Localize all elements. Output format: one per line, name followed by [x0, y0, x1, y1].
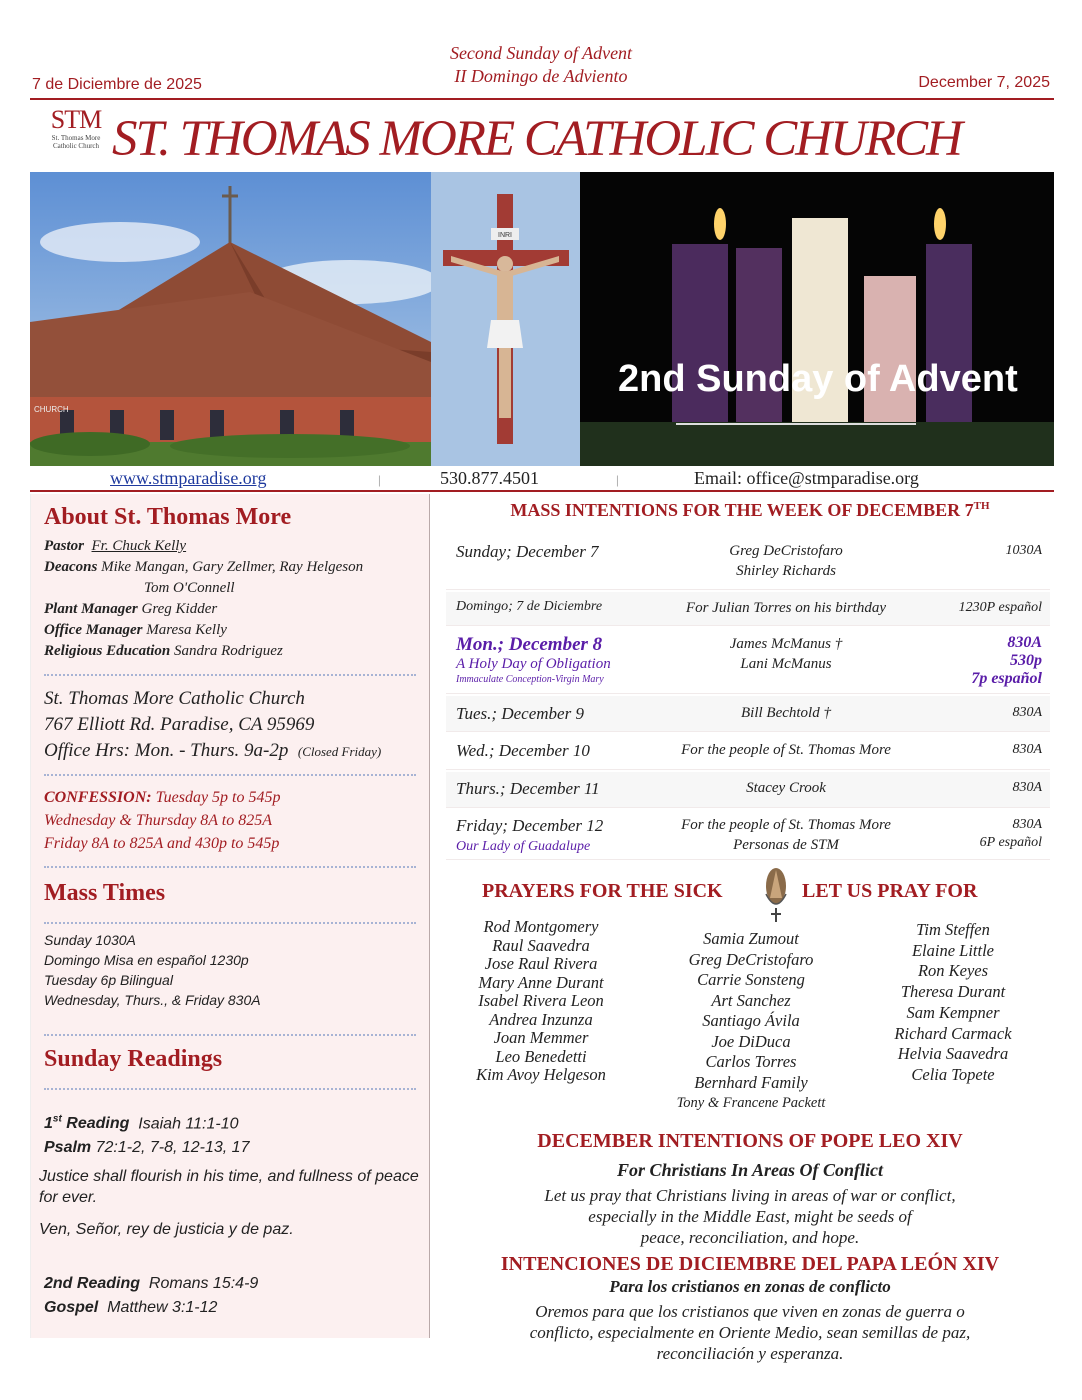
church-address	[44, 686, 424, 765]
psalm-response-en: Justice shall flourish in his time, and fullness of peace for ever.	[39, 1168, 419, 1206]
intention-names: Bill Bechtold †	[741, 705, 831, 721]
intention-row	[446, 696, 1050, 732]
prayer-name: Jose Raul Rivera	[484, 954, 598, 973]
office-hours-note: (Closed Friday)	[297, 744, 382, 759]
staff-list	[44, 536, 424, 662]
building-sign-text: CHURCH	[34, 405, 69, 414]
mass-time-item: Wednesday, Thurs., & Friday 830A	[44, 992, 261, 1008]
prayer-name: Tony & Francene Packett	[676, 1095, 826, 1111]
church-building-photo	[30, 172, 431, 466]
prayer-list-column-2	[646, 929, 856, 1114]
divider	[44, 922, 416, 924]
intention-day: Thurs.; December 11	[456, 779, 600, 798]
intention-names: James McManus † Lani McManus	[729, 636, 843, 672]
intention-time: 1230P español	[958, 600, 1042, 615]
intention-times: 830A 530p 7p español	[971, 634, 1042, 687]
intention-row	[446, 772, 1050, 808]
prayer-name: Rod Montgomery	[483, 917, 599, 936]
mass-time-item: Tuesday 6p Bilingual	[44, 972, 173, 988]
office-label: Office Manager	[44, 622, 143, 638]
feast-label: Immaculate Conception-Virgin Mary	[456, 674, 604, 685]
sunday-readings-title: Sunday Readings	[44, 1046, 223, 1072]
logo-line2: Catholic Church	[52, 142, 100, 150]
prayer-name: Samia Zumout	[703, 929, 799, 948]
prayer-name: Elaine Little	[911, 940, 995, 960]
crucifix-photo	[431, 172, 580, 466]
prayers-title-left: PRAYERS FOR THE SICK	[482, 880, 723, 902]
prayer-name: Carlos Torres	[705, 1052, 797, 1071]
deacons-names: Mike Mangan, Gary Zellmer, Ray Helgeson	[101, 559, 364, 575]
first-reading-label: 1st Reading	[44, 1114, 130, 1133]
plant-manager-line	[44, 599, 424, 620]
office-name: Maresa Kelly	[146, 622, 227, 638]
first-reading: Isaiah 11:1-10	[138, 1115, 239, 1133]
prayer-name: Art Sanchez	[711, 990, 791, 1010]
intention-day: Mon.; December 8	[456, 634, 603, 655]
deacons-label: Deacons	[44, 559, 98, 575]
intention-day: Wed.; December 10	[456, 741, 590, 760]
prayer-name: Raul Saavedra	[492, 935, 590, 955]
divider	[44, 774, 416, 776]
feast-label: Our Lady of Guadalupe	[456, 839, 591, 854]
date-spanish: 7 de Diciembre de 2025	[32, 76, 202, 93]
pope-intentions-title-es: INTENCIONES DE DICIEMBRE DEL PAPA LEÓN XIV	[500, 1253, 1000, 1275]
office-hours	[44, 738, 424, 765]
prayer-list-column-3	[858, 920, 1048, 1086]
mass-time-item: Sunday 1030A	[44, 932, 136, 948]
office-manager-line	[44, 620, 424, 641]
prayer-list-column-1	[446, 918, 636, 1085]
prayer-name: Isabel Rivera Leon	[478, 991, 604, 1010]
logo-monogram: STM	[50, 105, 102, 134]
advent-caption: 2nd Sunday of Advent	[618, 358, 1018, 400]
second-reading: Romans 15:4-9	[148, 1275, 259, 1292]
intention-names: For Julian Torres on his birthday	[685, 600, 887, 616]
church-title: ST. THOMAS MORE CATHOLIC CHURCH	[112, 111, 961, 167]
intention-names: For the people of St. Thomas More	[681, 742, 891, 758]
prayer-name: Helvia Saavedra	[897, 1044, 1009, 1064]
deacons-line	[44, 557, 424, 578]
about-title: About St. Thomas More	[44, 504, 292, 530]
confession-line-1: Tuesday 5p to 545p	[155, 789, 281, 806]
advent-candles-photo	[580, 172, 1054, 466]
prayer-name: Andrea Inzunza	[489, 1009, 593, 1029]
intention-names: For the people of St. Thomas More Personas de STM	[681, 817, 891, 853]
prayer-name: Santiago Ávila	[702, 1011, 800, 1030]
intention-row	[446, 734, 1050, 770]
holy-day-label: A Holy Day of Obligation	[456, 656, 611, 672]
cross-sign-text: INRI	[498, 232, 512, 239]
contact-separator-2: |	[616, 472, 619, 487]
religious-ed-line	[44, 641, 424, 662]
gospel-label: Gospel	[44, 1299, 99, 1316]
psalm-response-es: Ven, Señor, rey de justicia y de paz.	[39, 1221, 294, 1238]
pastor-line	[44, 536, 424, 557]
mass-time-item: Domingo Misa en español 1230p	[44, 952, 249, 968]
psalm-reading: 72:1-2, 7-8, 12-13, 17	[95, 1139, 250, 1157]
psalm-label: Psalm	[44, 1139, 92, 1157]
address-line-2: 767 Elliott Rd. Paradise, CA 95969	[44, 714, 315, 735]
pope-intentions-title-en: DECEMBER INTENTIONS OF POPE LEO XIV	[537, 1130, 963, 1152]
mass-intentions-title: MASS INTENTIONS FOR THE WEEK OF DECEMBER 7TH	[510, 500, 990, 520]
confession-line-3: Friday 8A to 825A and 430p to 545p	[44, 835, 280, 852]
intention-names: Stacey Crook	[746, 780, 826, 796]
contact-separator-1: |	[378, 472, 381, 487]
second-reading-label: 2nd Reading	[44, 1275, 141, 1292]
occasion-en: Second Sunday of Advent	[449, 43, 633, 63]
date-english: December 7, 2025	[918, 74, 1050, 91]
prayer-name: Kim Avoy Helgeson	[476, 1065, 606, 1084]
office-hours-text: Office Hrs: Mon. - Thurs. 9a-2p	[44, 740, 289, 761]
confession-schedule	[44, 786, 424, 855]
intention-day: Tues.; December 9	[456, 704, 584, 723]
gospel-reading: Matthew 3:1-12	[107, 1299, 218, 1316]
plant-label: Plant Manager	[44, 601, 138, 617]
prayer-name: Ron Keyes	[917, 961, 989, 981]
intention-row	[446, 810, 1050, 860]
confession-label: CONFESSION:	[44, 789, 152, 806]
intention-time: 830A	[1012, 780, 1042, 795]
intention-names: Greg DeCristofaro Shirley Richards	[729, 543, 843, 579]
occasion-es: II Domingo de Adviento	[454, 66, 628, 86]
prayer-name: Celia Topete	[911, 1064, 995, 1084]
pope-intentions-subtitle-en: For Christians In Areas Of Conflict	[617, 1160, 883, 1180]
confession-line-2: Wednesday & Thursday 8A to 825A	[44, 812, 272, 829]
intention-day: Friday; December 12	[456, 816, 604, 835]
mass-times-title: Mass Times	[44, 880, 166, 906]
prayer-name: Richard Carmack	[894, 1023, 1012, 1043]
phone-number[interactable]: 530.877.4501	[440, 468, 539, 488]
intention-times: 830A 6P español	[979, 817, 1042, 850]
intention-day: Domingo; 7 de Diciembre	[456, 599, 603, 614]
divider	[44, 674, 416, 676]
intention-row	[446, 536, 1050, 590]
mass-times-list	[44, 930, 424, 1010]
logo-line1: St. Thomas More	[51, 134, 101, 142]
left-sidebar	[30, 494, 430, 1338]
intention-row-holy-day	[446, 630, 1050, 694]
prayer-name: Theresa Durant	[900, 982, 1006, 1002]
pastor-label: Pastor	[44, 538, 85, 554]
prayers-title-right: LET US PRAY FOR	[802, 880, 978, 902]
religious-name: Sandra Rodriguez	[174, 643, 283, 659]
prayer-name: Carrie Sonsteng	[697, 970, 805, 989]
intention-time: 1030A	[1005, 543, 1042, 558]
divider	[44, 1088, 416, 1090]
website-link[interactable]: www.stmparadise.org	[110, 468, 267, 488]
intention-time: 830A	[1012, 705, 1042, 720]
intention-time: 830A	[1012, 742, 1042, 757]
prayer-name: Leo Benedetti	[495, 1046, 587, 1066]
prayer-name: Greg DeCristofaro	[688, 949, 814, 969]
header-rule	[30, 98, 1054, 100]
prayer-name: Joan Memmer	[493, 1028, 589, 1047]
church-logo	[48, 106, 104, 162]
prayer-name: Sam Kempner	[906, 1002, 1000, 1022]
intention-row	[446, 592, 1050, 626]
readings-second-gospel	[44, 1272, 424, 1320]
prayer-name: Mary Anne Durant	[478, 972, 604, 992]
pope-intentions-subtitle-es: Para los cristianos en zonas de conflicto	[609, 1277, 891, 1296]
plant-name: Greg Kidder	[141, 601, 218, 617]
divider	[44, 1034, 416, 1036]
email-address[interactable]: Email: office@stmparadise.org	[694, 468, 919, 488]
readings-first-psalm	[44, 1108, 424, 1160]
contact-bar	[30, 466, 1054, 492]
religious-label: Religious Education	[44, 643, 171, 659]
pope-intentions-body-en: Let us pray that Christians living in areas of war or conflict, especially in the Middle East, might be seeds of peace, reconciliation, and hope.	[544, 1186, 956, 1247]
address-line-1: St. Thomas More Catholic Church	[44, 688, 305, 709]
pope-intentions-body-es: Oremos para que los cristianos que viven en zonas de guerra o conflicto, especialmente en Oriente Medio, sean semillas de paz, reconciliación y esperanza.	[529, 1302, 971, 1363]
deacons-line-2: Tom O'Connell	[144, 580, 235, 596]
prayer-name: Joe DiDuca	[711, 1031, 791, 1051]
praying-hands-icon	[756, 864, 796, 924]
advent-caption-underline	[676, 423, 916, 425]
prayer-name: Tim Steffen	[916, 920, 990, 939]
prayer-name: Bernhard Family	[694, 1072, 808, 1092]
divider	[44, 866, 416, 868]
intention-day: Sunday; December 7	[456, 542, 599, 561]
pastor-name: Fr. Chuck Kelly	[91, 538, 187, 554]
